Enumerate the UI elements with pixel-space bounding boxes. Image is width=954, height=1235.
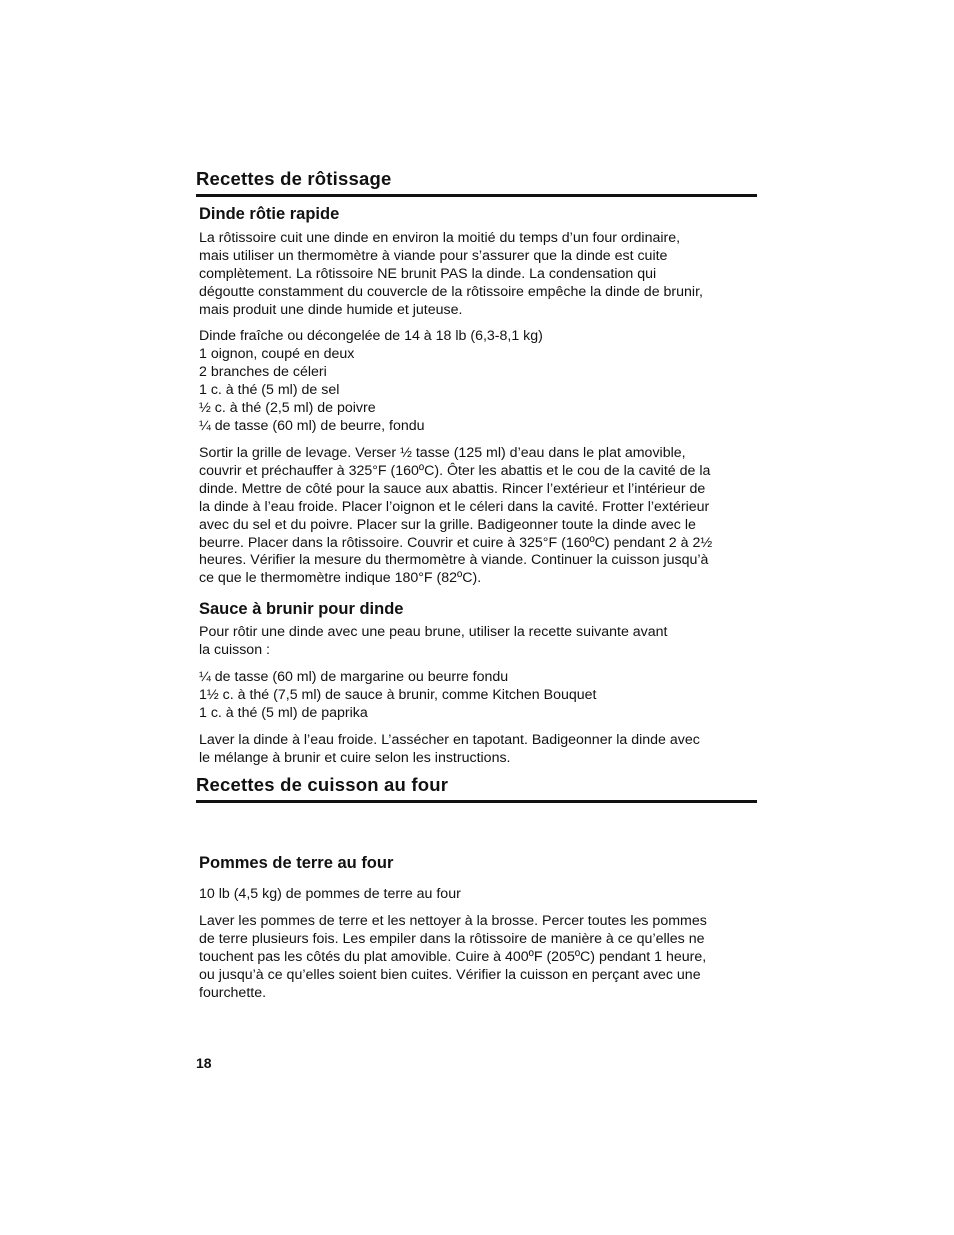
text-line: avec du sel et du poivre. Placer sur la grille. Badigeonner toute la dinde avec le: [199, 516, 696, 533]
ingredient-item: Dinde fraîche ou décongelée de 14 à 18 lb (6,3-8,1 kg): [199, 328, 543, 344]
page-number: 18: [196, 1055, 212, 1071]
text-line: touchent pas les côtés du plat amovible. Cuire à 400ºF (205ºC) pendant 1 heure,: [199, 948, 707, 965]
text-line: ou jusqu’à ce qu’elles soient bien cuites. Vérifier la cuisson en perçant avec une: [199, 966, 701, 983]
text-line: complètement. La rôtissoire NE brunit PAS la dinde. La condensation qui: [199, 265, 657, 282]
ingredient-item: 1½ c. à thé (7,5 ml) de sauce à brunir, comme Kitchen Bouquet: [199, 686, 597, 703]
text-line: beurre. Placer dans la rôtissoire. Couvrir et cuire à 325°F (160ºC) pendant 2 à 2½: [199, 534, 713, 551]
text-line: fourchette.: [199, 984, 267, 1001]
section-title-roasting: Recettes de rôtissage: [196, 168, 392, 189]
ingredient-item: ½ c. à thé (2,5 ml) de poivre: [199, 399, 376, 416]
ingredient-list-potatoes: [199, 886, 759, 904]
text-line: Laver la dinde à l’eau froide. L’assécher en tapotant. Badigeonner la dinde avec: [199, 732, 700, 748]
ingredient-item: 1 c. à thé (5 ml) de sel: [199, 381, 340, 398]
text-line: le mélange à brunir et cuire selon les instructions.: [199, 749, 511, 766]
recipe-instructions-sauce: [199, 732, 759, 768]
recipe-instructions-potatoes: [199, 913, 759, 1003]
recipe-instructions-turkey: [199, 445, 759, 588]
recipe-title-potatoes: Pommes de terre au four: [199, 854, 394, 872]
section-title-oven: Recettes de cuisson au four: [196, 774, 449, 795]
ingredient-item: 2 branches de céleri: [199, 363, 327, 380]
section-divider: [196, 800, 757, 803]
text-line: mais produit une dinde humide et juteuse.: [199, 301, 463, 318]
recipe-intro-sauce: [199, 624, 759, 660]
text-line: mais utiliser un thermomètre à viande pour s’assurer que la dinde est cuite: [199, 247, 668, 264]
section-divider: [196, 194, 757, 197]
ingredient-item: ¼ de tasse (60 ml) de beurre, fondu: [199, 417, 425, 434]
recipe-title-turkey: Dinde rôtie rapide: [199, 205, 340, 223]
text-line: la cuisson :: [199, 641, 270, 658]
ingredient-list-turkey: [199, 328, 759, 435]
recipe-title-sauce: Sauce à brunir pour dinde: [199, 600, 404, 618]
text-line: dinde. Mettre de côté pour la sauce aux abattis. Rincer l’extérieur et l’intérieur de: [199, 480, 706, 497]
text-line: de terre plusieurs fois. Les empiler dans la rôtissoire de manière à ce qu’elles ne: [199, 930, 705, 947]
ingredient-item: 1 c. à thé (5 ml) de paprika: [199, 704, 368, 721]
ingredient-item: 10 lb (4,5 kg) de pommes de terre au four: [199, 886, 461, 902]
recipe-intro-turkey: [199, 230, 759, 320]
ingredient-item: ¼ de tasse (60 ml) de margarine ou beurre fondu: [199, 669, 509, 685]
text-line: couvrir et préchauffer à 325°F (160ºC). Ôter les abattis et le cou de la cavité de la: [199, 462, 711, 479]
text-line: Pour rôtir une dinde avec une peau brune, utiliser la recette suivante avant: [199, 624, 668, 640]
ingredient-list-sauce: [199, 669, 759, 723]
text-line: heures. Vérifier la mesure du thermomètre à viande. Continuer la cuisson jusqu’à: [199, 552, 709, 569]
text-line: Sortir la grille de levage. Verser ½ tasse (125 ml) d’eau dans le plat amovible,: [199, 445, 686, 461]
text-line: La rôtissoire cuit une dinde en environ la moitié du temps d’un four ordinaire,: [199, 230, 681, 246]
text-line: ce que le thermomètre indique 180°F (82ºC).: [199, 570, 482, 587]
text-line: Laver les pommes de terre et les nettoyer à la brosse. Percer toutes les pommes: [199, 913, 707, 929]
ingredient-item: 1 oignon, coupé en deux: [199, 345, 355, 362]
text-line: la dinde à l’eau froide. Placer l’oignon et le céleri dans la cavité. Frotter l’extérieur: [199, 498, 710, 515]
text-line: dégoutte constamment du couvercle de la rôtissoire empêche la dinde de brunir,: [199, 283, 703, 300]
